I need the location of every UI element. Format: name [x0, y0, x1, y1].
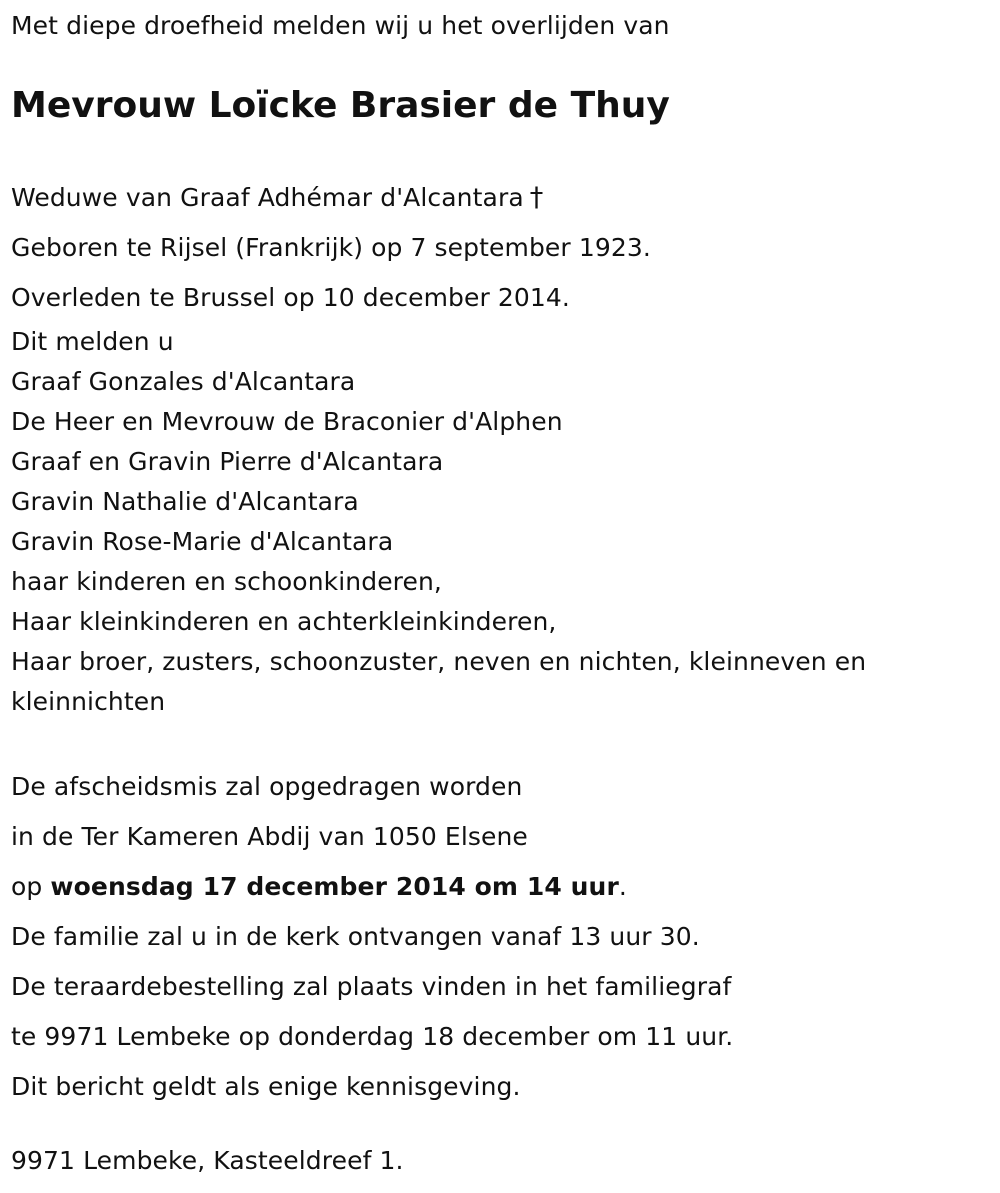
address-line: 9971 Lembeke, Kasteeldreef 1.: [11, 1146, 404, 1175]
ceremony-details: [11, 762, 733, 1112]
only-notice-line: Dit bericht geldt als enige kennisgeving.: [11, 1072, 521, 1101]
family-member: haar kinderen en schoonkinderen,: [11, 567, 442, 596]
family-member: Gravin Rose-Marie d'Alcantara: [11, 527, 394, 556]
intro-text: Met diepe droefheid melden wij u het overlijden van: [11, 11, 670, 40]
mass-date-prefix: op: [11, 872, 51, 901]
burial-line: De teraardebestelling zal plaats vinden in het familiegraf: [11, 972, 732, 1001]
family-member: De Heer en Mevrouw de Braconier d'Alphen: [11, 407, 563, 436]
death-line: Overleden te Brussel op 10 december 2014.: [11, 283, 570, 312]
reception-line: De familie zal u in de kerk ontvangen vanaf 13 uur 30.: [11, 922, 700, 951]
mass-date-bold: woensdag 17 december 2014 om 14 uur: [50, 872, 619, 901]
mass-date-line: [11, 862, 733, 912]
family-member: Graaf en Gravin Pierre d'Alcantara: [11, 447, 444, 476]
family-list: [11, 322, 971, 722]
deceased-name: Mevrouw Loïcke Brasier de Thuy: [11, 85, 670, 126]
widow-of-text: Weduwe van Graaf Adhémar d'Alcantara: [11, 183, 524, 212]
family-member: Gravin Nathalie d'Alcantara: [11, 487, 359, 516]
mass-location-line: in de Ter Kameren Abdij van 1050 Elsene: [11, 822, 528, 851]
life-details: [11, 173, 651, 323]
family-member: Haar broer, zusters, schoonzuster, neven en nichten, kleinneven en kleinnichten: [11, 647, 867, 716]
announced-by: Dit melden u: [11, 327, 174, 356]
widow-of-line: [11, 173, 651, 223]
mass-line: De afscheidsmis zal opgedragen worden: [11, 772, 523, 801]
birth-line: Geboren te Rijsel (Frankrijk) op 7 september 1923.: [11, 233, 651, 262]
family-member: Graaf Gonzales d'Alcantara: [11, 367, 356, 396]
cross-icon: †: [529, 182, 544, 213]
family-member: Haar kleinkinderen en achterkleinkinderen,: [11, 607, 557, 636]
mass-date-suffix: .: [618, 872, 627, 901]
burial-date-line: te 9971 Lembeke op donderdag 18 december om 11 uur.: [11, 1022, 734, 1051]
